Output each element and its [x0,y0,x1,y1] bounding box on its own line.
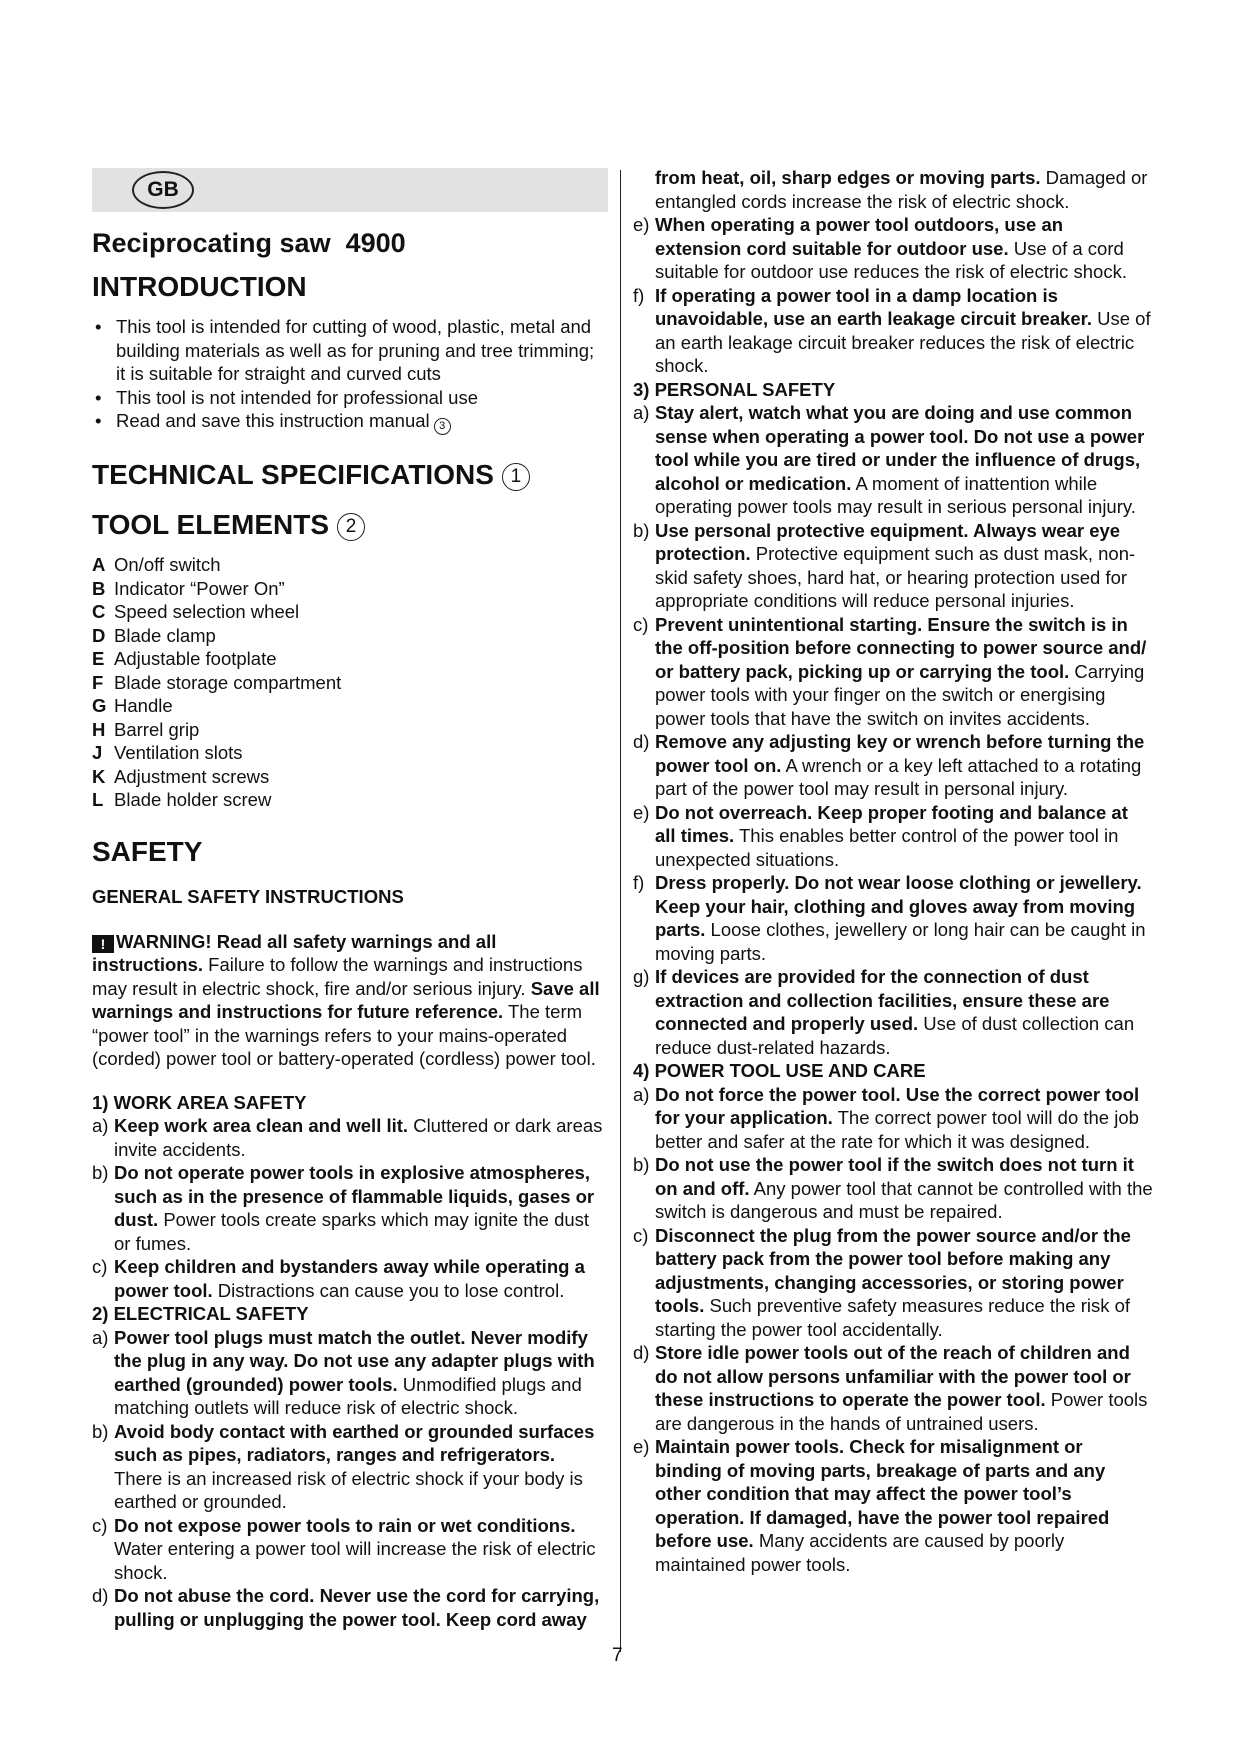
introduction-list [92,315,608,435]
item-text: This enables better control of the power tool in unexpected situations. [655,825,1119,870]
element-letter: C [92,601,106,622]
item-label: a) [92,1326,109,1348]
item-bold: Prevent unintentional starting. Ensure the switch is in the off-position before connecting to power source and/ or battery pack, picking up or carrying the tool. [655,613,1147,682]
product-title: Reciprocating saw 4900 [92,228,406,258]
item-label: c) [92,1256,108,1277]
item-label: a) [92,1115,109,1136]
item-bold: Keep work area clean and well lit. [114,1115,409,1136]
manual-ref-circle: 3 [434,418,451,435]
technical-heading-text: TECHNICAL SPECIFICATIONS [92,459,494,490]
item-bold: Disconnect the plug from the power source and/or the battery pack from the power tool before making any adjustments, changing accessories, or storing power tools. [655,1224,1131,1316]
item-text: Water entering a power tool will increase the risk of electric shock. [114,1538,596,1583]
tool-element-row [92,553,608,577]
item-label: c) [92,1514,108,1536]
item-text: A wrench or a key left attached to a rotating part of the power tool may result in personal injury. [655,754,1142,799]
introduction-heading: INTRODUCTION [92,271,307,302]
column-divider [620,170,621,1652]
item-bold: Do not expose power tools to rain or wet conditions. [114,1514,576,1536]
element-letter: H [92,718,106,740]
intro-bullet [92,409,608,435]
item-label: g) [633,966,650,987]
safety-item [633,965,1153,1059]
tool-use-heading: 4) POWER TOOL USE AND CARE [633,1060,926,1081]
tool-element-row [92,741,608,765]
safety-item [633,1341,1153,1435]
safety-item [92,1255,608,1302]
item-bold: Do not overreach. Keep proper footing and balance at all times. [655,801,1128,846]
element-letter: G [92,695,107,716]
element-text: Speed selection wheel [114,601,300,622]
safety-item [633,284,1153,378]
item-label: b) [633,1154,650,1175]
item-label: f) [633,872,645,893]
item-bold: Stay alert, watch what you are doing and use common sense when operating a power tool. Do not use a power tool while you are tired or under the influence of drugs, alcohol or medication. [655,402,1145,494]
item-label: d) [633,1342,650,1363]
item-text: Damaged or entangled cords increase the risk of electric shock. [655,167,1148,212]
safety-item [92,1420,608,1514]
item-text: Use of a cord suitable for outdoor use reduces the risk of electric shock. [655,237,1127,282]
intro-bullet-text: Read and save this instruction manual [116,410,430,431]
safety-item [633,1153,1153,1224]
page-number: 7 [612,1645,623,1666]
item-text: There is an increased risk of electric shock if your body is earthed or grounded. [114,1467,583,1512]
element-letter: D [92,624,106,646]
element-letter: J [92,742,103,763]
item-text: Distractions can cause you to lose control. [212,1279,565,1301]
item-label: f) [633,284,645,306]
item-label: e) [633,1436,650,1457]
safety-item [633,801,1153,872]
safety-item [633,730,1153,801]
safety-item [633,613,1153,731]
safety-item [633,871,1153,965]
item-bold: from heat, oil, sharp edges or moving parts. [655,167,1041,188]
item-text: Cluttered or dark areas invite accidents. [114,1115,603,1160]
warning-text: Failure to follow the warnings and instructions may result in electric shock, fire and/or serious injury. [92,954,583,999]
item-text: Power tools are dangerous in the hands of untrained users. [655,1389,1148,1434]
warning-paragraph [92,930,608,1071]
tool-use-section [633,1059,1153,1576]
warning-icon: ! [92,935,114,953]
item-label: c) [633,1224,649,1246]
tool-element-row [92,647,608,671]
element-text: Indicator “Power On” [114,577,285,599]
element-text: On/off switch [114,554,221,575]
safety-item [633,1224,1153,1342]
item-bold: Use personal protective equipment. Always wear eye protection. [655,519,1121,564]
safety-item [92,1584,608,1631]
item-bold: Do not use the power tool if the switch does not turn it on and off. [655,1154,1134,1199]
item-bold: If devices are provided for the connection of dust extraction and collection facilities, ensure these are connected and properly used. [655,966,1110,1034]
item-text: Unmodified plugs and matching outlets will reduce risk of electric shock. [114,1373,582,1418]
safety-item [633,1083,1153,1154]
item-bold: Maintain power tools. Check for misalignment or binding of moving parts, breakage of parts and any other condition that may affect the power tool’s operation. If damaged, have the power tool repaired before use. [655,1436,1110,1551]
element-letter: B [92,577,106,599]
technical-specifications-heading [92,459,608,491]
item-label: b) [92,1162,109,1183]
tool-elements-list [92,553,608,812]
item-text: Such preventive safety measures reduce the risk of starting the power tool accidentally. [655,1295,1131,1340]
item-bold: Do not force the power tool. Use the correct power tool for your application. [655,1083,1140,1128]
electrical-item-d-continuation [633,166,1153,213]
item-label: b) [633,519,650,541]
item-label: b) [92,1420,109,1442]
element-letter: K [92,765,106,787]
item-text: Many accidents are caused by poorly maintained power tools. [655,1530,1065,1575]
item-label: e) [633,801,650,823]
warning-bold: WARNING! Read all safety warnings and all instructions. [92,930,497,975]
element-letter: E [92,648,105,669]
tool-elements-heading-text: TOOL ELEMENTS [92,509,329,540]
work-area-section [92,1091,608,1303]
element-letter: F [92,671,104,693]
item-bold: Avoid body contact with earthed or grounded surfaces such as pipes, radiators, ranges and refrigerators. [114,1420,595,1465]
warning-text: The term “power tool” in the warnings refers to your mains-operated (corded) power tool or battery-operated (cordless) power tool. [92,1001,596,1069]
tool-element-row [92,765,608,789]
tool-element-row [92,624,608,648]
tool-elements-ref-circle: 2 [337,513,365,541]
safety-item [92,1114,608,1161]
intro-bullet: • This tool is not intended for professional use [92,386,608,410]
item-bold: Keep children and bystanders away while operating a power tool. [114,1256,585,1301]
tool-element-row [92,577,608,601]
element-letter: A [92,554,106,575]
safety-heading: SAFETY [92,835,203,867]
item-text: Protective equipment such as dust mask, non-skid safety shoes, hard hat, or hearing protection used for appropriate conditions will reduce personal injuries. [655,543,1136,611]
safety-item [633,213,1153,284]
item-text: The correct power tool will do the job better and safer at the rate for which it was designed. [655,1107,1139,1152]
technical-ref-circle: 1 [502,463,530,491]
language-badge: GB [132,171,194,209]
electrical-heading: 2) ELECTRICAL SAFETY [92,1303,309,1324]
tool-element-row [92,718,608,742]
work-area-heading: 1) WORK AREA SAFETY [92,1091,307,1113]
element-letter: L [92,789,104,810]
element-text: Adjustable footplate [114,648,277,669]
warning-bold: Save all warnings and instructions for future reference. [92,977,600,1022]
safety-item [633,1435,1153,1576]
personal-safety-heading: 3) PERSONAL SAFETY [633,378,836,400]
left-column [92,165,608,1631]
tool-element-row [92,600,608,624]
item-label: d) [633,731,650,752]
safety-item [92,1326,608,1420]
tool-elements-heading [92,509,608,541]
item-label: e) [633,214,650,235]
intro-bullet: • This tool is intended for cutting of wood, plastic, metal and building materials as well as for pruning and tree trimming; it is suitable for straight and curved cuts [92,315,608,386]
tool-element-row [92,788,608,812]
item-label: d) [92,1585,109,1606]
item-bold: Do not abuse the cord. Never use the cord for carrying, pulling or unplugging the power tool. Keep cord away [114,1585,600,1630]
element-text: Ventilation slots [114,742,243,763]
item-bold: Store idle power tools out of the reach of children and do not allow persons unfamiliar with the power tool or these instructions to operate the power tool. [655,1342,1131,1410]
item-text: Use of dust collection can reduce dust-related hazards. [655,1013,1135,1058]
item-bold: Do not operate power tools in explosive atmospheres, such as in the presence of flammable liquids, gases or dust. [114,1162,595,1230]
safety-item [633,401,1153,519]
element-text: Barrel grip [114,718,200,740]
general-safety-heading: GENERAL SAFETY INSTRUCTIONS [92,885,404,907]
tool-element-row [92,671,608,695]
item-text: A moment of inattention while operating power tools may result in serious personal injury. [655,472,1136,517]
safety-item [92,1514,608,1585]
item-bold: Dress properly. Do not wear loose clothing or jewellery. Keep your hair, clothing and gloves away from moving parts. [655,872,1142,940]
item-label: a) [633,402,650,423]
personal-safety-section [633,378,1153,1060]
element-text: Blade holder screw [114,789,272,810]
language-bar [92,168,608,212]
item-label: c) [633,613,649,635]
item-text: Use of an earth leakage circuit breaker reduces the risk of electric shock. [655,308,1151,376]
element-text: Handle [114,695,173,716]
safety-item [92,1161,608,1255]
element-text: Adjustment screws [114,765,270,787]
electrical-section [92,1302,608,1631]
safety-item [633,519,1153,613]
tool-element-row [92,694,608,718]
right-column [633,166,1153,1576]
item-bold: Remove any adjusting key or wrench before turning the power tool on. [655,731,1145,776]
element-text: Blade storage compartment [114,671,342,693]
item-bold: If operating a power tool in a damp location is unavoidable, use an earth leakage circuit breaker. [655,284,1092,329]
item-bold: Power tool plugs must match the outlet. Never modify the plug in any way. Do not use any adapter plugs with earthed (grounded) power tools. [114,1326,595,1395]
item-bold: When operating a power tool outdoors, use an extension cord suitable for outdoor use. [655,214,1064,259]
item-text: Any power tool that cannot be controlled with the switch is dangerous and must be repaired. [655,1177,1153,1222]
item-text: Power tools create sparks which may ignite the dust or fumes. [114,1209,590,1254]
item-text: Carrying power tools with your finger on the switch or energising power tools that have the switch on invites accidents. [655,660,1145,729]
item-text: Loose clothes, jewellery or long hair can be caught in moving parts. [655,919,1146,964]
element-text: Blade clamp [114,624,216,646]
item-label: a) [633,1083,650,1105]
